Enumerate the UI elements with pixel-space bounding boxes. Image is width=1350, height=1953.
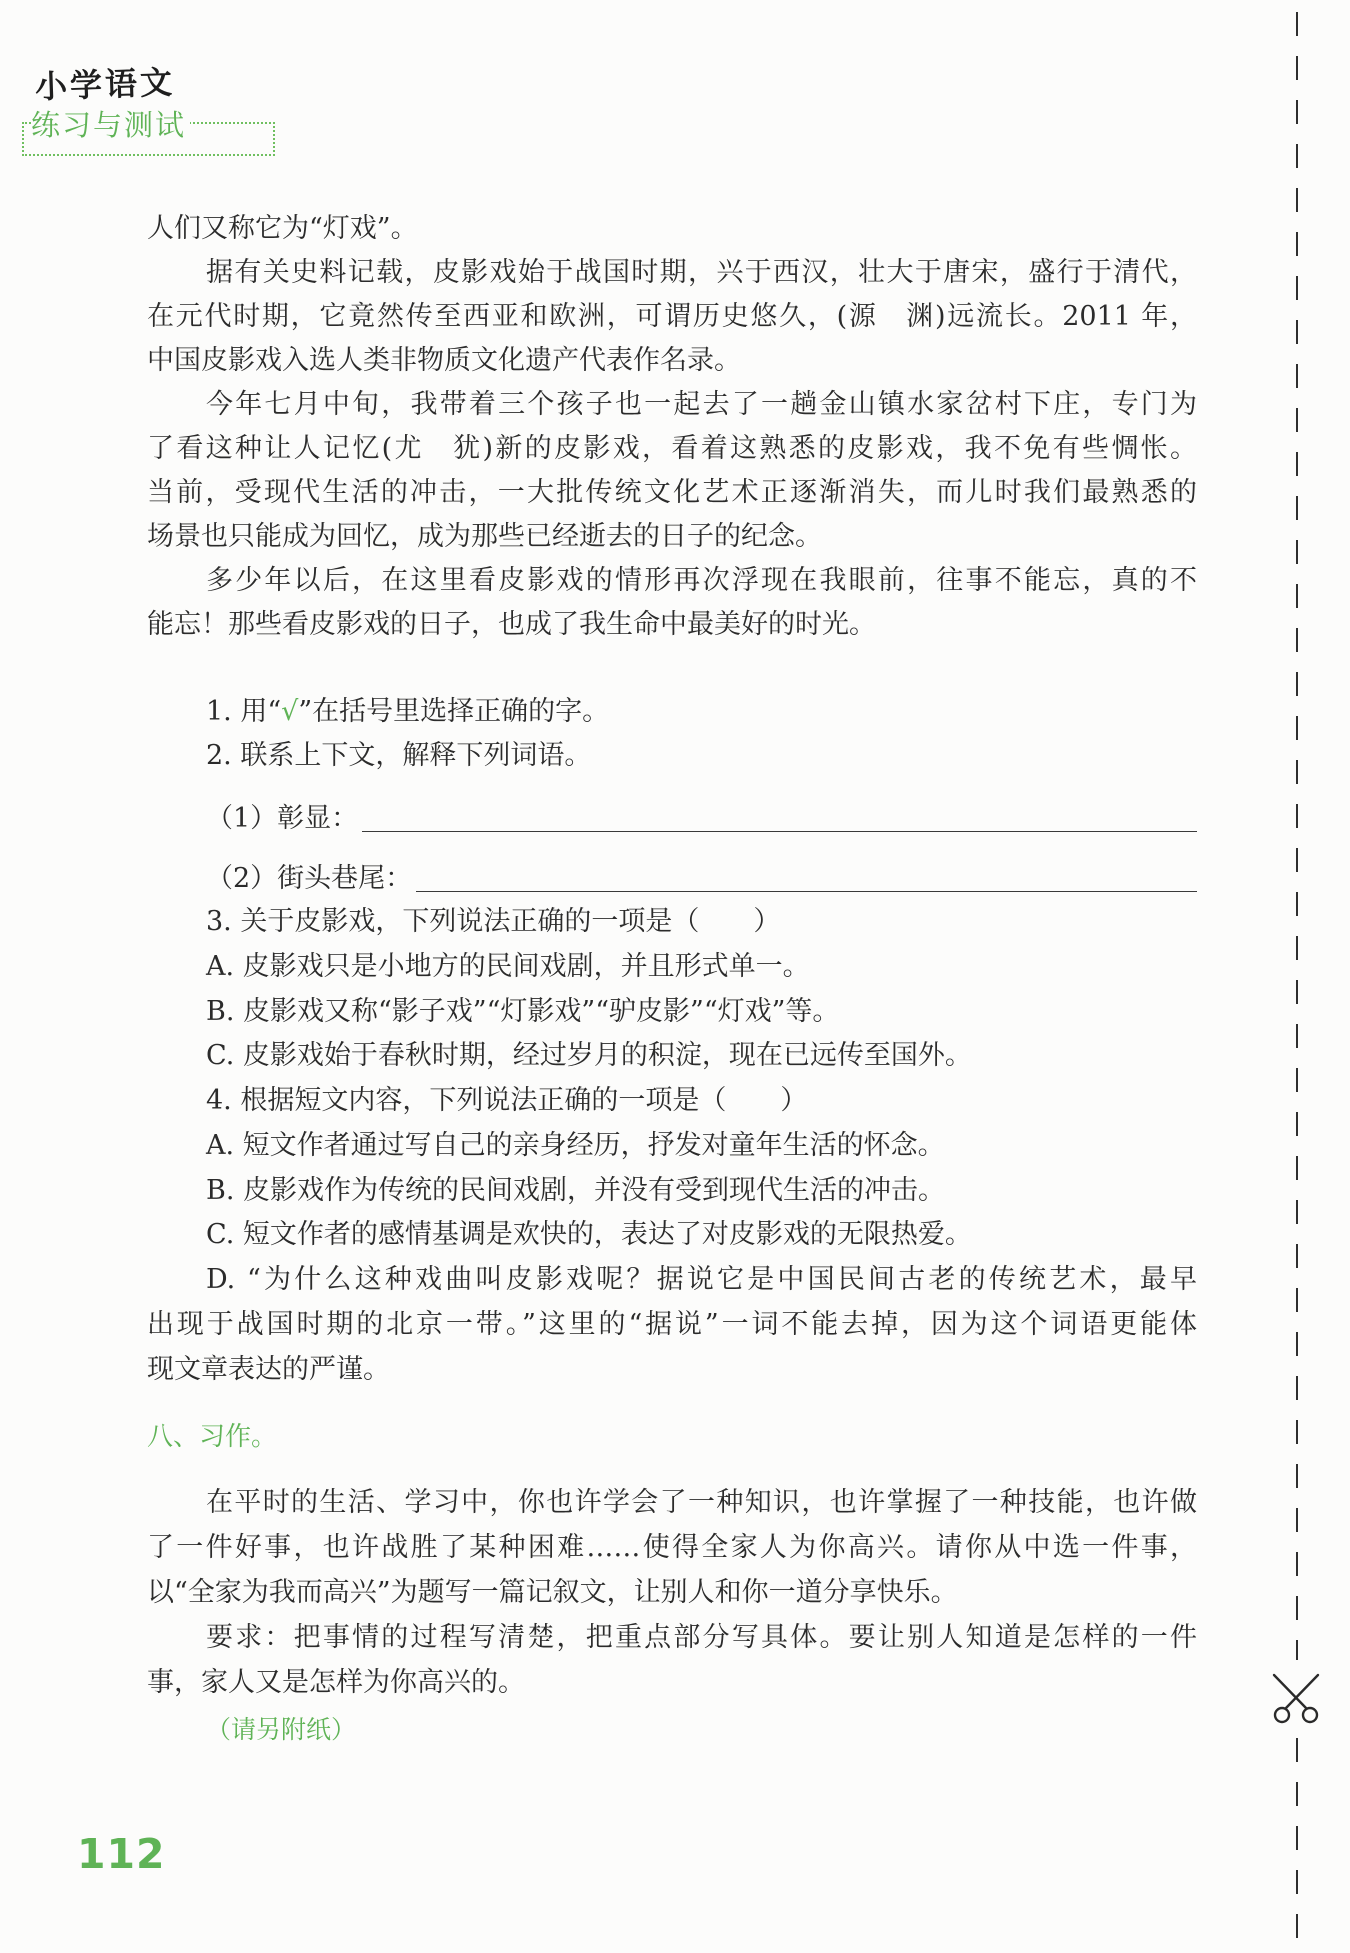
question-4: 4. 根据短文内容，下列说法正确的一项是（ ） (206, 1085, 808, 1116)
questions-1-2 (147, 690, 1197, 778)
question-1-text-end: ”在括号里选择正确的字。 (298, 696, 610, 727)
passage-line: 多少年以后，在这里看皮影戏的情形再次浮现在我眼前，往事不能忘，真的不 (206, 565, 1197, 596)
question-4-option: A. 短文作者通过写自己的亲身经历，抒发对童年生活的怀念。 (206, 1129, 945, 1161)
question-2: 2. 联系上下文，解释下列词语。 (206, 740, 592, 771)
answer-line-1 (362, 801, 1197, 832)
question-3-option: C. 皮影戏始于春秋时期，经过岁月的积淀，现在已远传至国外。 (206, 1040, 972, 1072)
writing-line: 以“全家为我而高兴”为题写一篇记叙文，让别人和你一道分享快乐。 (147, 1577, 958, 1608)
answer-label-1: （1）彰显： (206, 803, 359, 834)
answer-label-2: （2）街头巷尾： (206, 863, 413, 894)
writing-line: 要求：把事情的过程写清楚，把重点部分写具体。要让别人知道是怎样的一件 (206, 1622, 1197, 1653)
attach-paper-note: （请另附纸） (206, 1715, 357, 1744)
question-4-option-d: 现文章表达的严谨。 (147, 1353, 390, 1385)
page-number: 112 (77, 1830, 166, 1878)
cut-line-bottom (1296, 1738, 1298, 1953)
answer-row-1 (206, 797, 1197, 841)
answer-row-2 (206, 857, 1197, 901)
question-4-option: C. 短文作者的感情基调是欢快的，表达了对皮影戏的无限热爱。 (206, 1219, 972, 1251)
writing-line: 在平时的生活、学习中，你也许学会了一种知识，也许掌握了一种技能，也许做 (206, 1487, 1197, 1518)
answer-line-2 (416, 861, 1197, 892)
question-3-option: B. 皮影戏又称“影子戏”“灯影戏”“驴皮影”“灯戏”等。 (206, 995, 840, 1027)
scissors-icon (1268, 1672, 1324, 1726)
checkmark-icon: √ (281, 696, 299, 727)
questions-3-4 (147, 900, 1197, 1392)
passage-line: 今年七月中旬，我带着三个孩子也一起去了一趟金山镇水家岔村下庄，专门为 (206, 389, 1197, 420)
question-4-option-d: D. “为什么这种戏曲叫皮影戏呢？据说它是中国民间古老的传统艺术，最早 (206, 1264, 1197, 1295)
question-3-option: A. 皮影戏只是小地方的民间戏剧，并且形式单一。 (206, 950, 810, 982)
passage-line: 当前，受现代生活的冲击，一大批传统文化艺术正逐渐消失，而儿时我们最熟悉的 (147, 477, 1197, 508)
passage-line: 场景也只能成为回忆，成为那些已经逝去的日子的纪念。 (147, 521, 822, 552)
writing-line: 了一件好事，也许战胜了某种困难……使得全家人为你高兴。请你从中选一件事， (147, 1532, 1197, 1563)
section-title: 八、习作。 (147, 1422, 278, 1452)
passage-line: 中国皮影戏入选人类非物质文化遗产代表作名录。 (147, 345, 741, 376)
book-title: 练习与测试 (31, 106, 190, 144)
passage-line: 据有关史料记载，皮影戏始于战国时期，兴于西汉，壮大于唐宋，盛行于清代， (206, 257, 1197, 288)
writing-line: 事，家人又是怎样为你高兴的。 (147, 1667, 525, 1698)
question-1 (147, 690, 1197, 734)
reading-passage (147, 207, 1197, 647)
passage-line: 了看这种让人记忆(尤 犹)新的皮影戏，看着这熟悉的皮影戏，我不免有些惆怅。 (147, 433, 1197, 464)
passage-line: 人们又称它为“灯戏”。 (147, 213, 418, 244)
series-title: 小学语文 (34, 63, 176, 106)
question-3: 3. 关于皮影戏，下列说法正确的一项是（ ） (206, 906, 781, 937)
passage-line: 能忘！那些看皮影戏的日子，也成了我生命中最美好的时光。 (147, 609, 876, 640)
question-1-text-start: 1. 用“ (206, 696, 282, 727)
passage-line: 在元代时期，它竟然传至西亚和欧洲，可谓历史悠久，(源 渊)远流长。2011 年， (147, 301, 1197, 332)
question-4-option: B. 皮影戏作为传统的民间戏剧，并没有受到现代生活的冲击。 (206, 1174, 946, 1206)
writing-prompt (147, 1480, 1197, 1705)
question-4-option-d: 出现于战国时期的北京一带。”这里的“据说”一词不能去掉，因为这个词语更能体 (147, 1308, 1197, 1340)
cut-line-top (1296, 12, 1298, 1660)
